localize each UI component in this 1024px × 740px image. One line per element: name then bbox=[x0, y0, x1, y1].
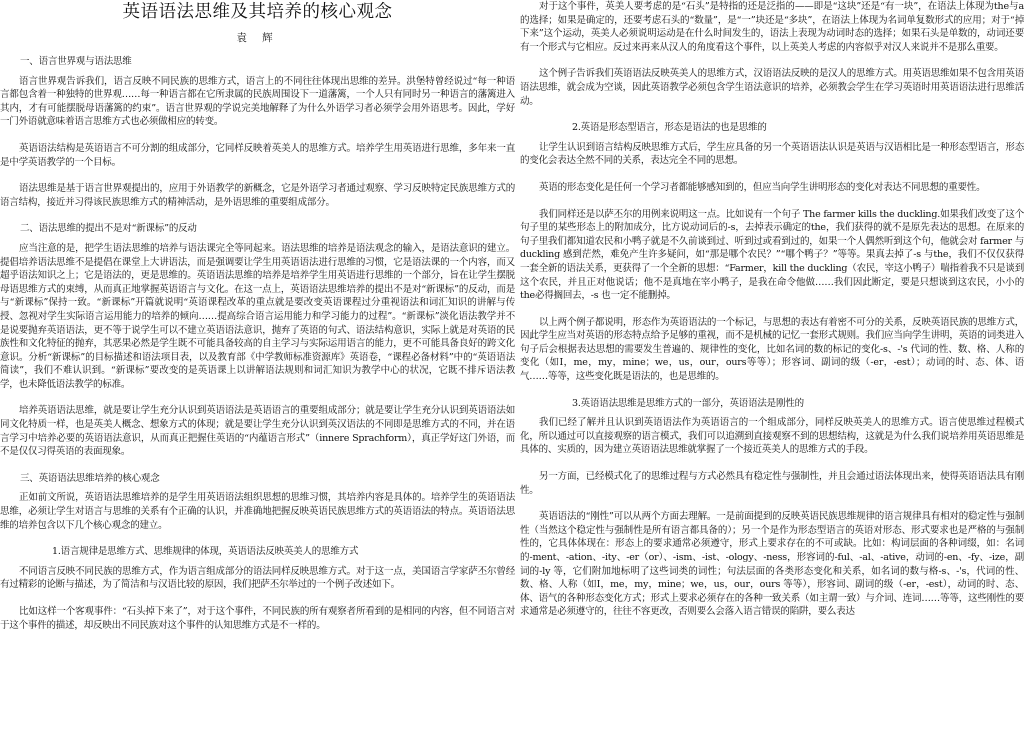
paragraph: 以上两个例子都说明，形态作为英语语法的一个标记，与思想的表达有着密不可分的关系，反映英语民族的思维方式，因此学生应当对英语的形态特点给予足够的重视，而不是机械的记忆一套形式规则。我们应当向学生讲明，英语的词类进入句子后会根据表达思想的需要发生普遍的、规律性的变化，比如名词的数的标记的变化-s、-'s 代词的性、数、格、人称的变化（如I，me，my，mine；we，us，our，ours等等）；形容词、副词的级（-er，-est）；动词的时、态、体、语气……等等，这些变化既是语法的，也是思维的。 bbox=[520, 316, 1024, 383]
paragraph: 对于这个事件，英美人要考虑的是“石头”是特指的还是泛指的——即是“这块”还是“有一块”，在语法上体现为the与a的选择；如果是确定的，还要考虑石头的“数量”，是“一”块还是“多块”，在语法上体现为名词单复数形式的应用；对于“掉下来”这个运动，英美人必须说明运动是在什么时间发生的，语法上表现为动词时态的选择；如果石头是单数的，动词还要有一个形式与它相应。反过来再来从汉人的角度看这个事件，以上英美人考虑的内容似乎对汉人来说并不是那么重要。 bbox=[520, 1, 1024, 53]
paragraph: 英语语法的“刚性”可以从两个方面去理解。一是前面提到的反映英语民族思维规律的语言规律具有相对的稳定性与强制性（当然这个稳定性与强制性是所有语言都具备的）；另一个是作为形态型语言的英语对形态、形式要求也是严格的与强制性的，它具体体现在：形态上的要求通常必须遵守，形式上要求存在的不可或缺。比如：构词层面的各种词缀，如：名词的-ment、-ation、-ity、-er（or）、-ism、-ist、-ology、-ness，形容词的-ful、-al、-ative，动词的-en、-fy、-ize，副词的-ly 等，它们附加地标明了这些词类的词性；句法层面的各类形态变化和关系，如名词的数与格-s、-'s，代词的性、数、格、人称（如I，me，my，mine；we，us，our，ours 等等），形容词、副词的级（-er，-est），动词的时、态、体、语气的各种形态变化方式；形式上要求必须存在的各种一致关系（如主谓一致）与介词、连词……等等，这些刚性的要求通常是必须遵守的，往往不容更改，否则要么会落入语言错误的陷阱，要么表达 bbox=[520, 511, 1024, 618]
paragraph: 比如这样一个客观事件：“石头掉下来了”，对于这个事件，不同民族的所有观察者所看到的是相同的内容，但不同语言对于这个事件的描述，却反映出不同民族对这个事件的认知思维方式是不一样的。 bbox=[0, 606, 515, 631]
paragraph: 不同语言反映不同民族的思维方式，作为语言组成部分的语法同样反映思维方式。对于这一点，美国语言学家萨丕尔曾经有过精彩的论断与描述，为了简洁和与汉语比较的原因，我们把萨丕尔举过的一个例子改述如下。 bbox=[0, 565, 515, 591]
article-author: 袁 辉 bbox=[236, 32, 279, 44]
paragraph: 语言世界观告诉我们，语言反映不同民族的思维方式，语言上的不同往往体现出思维的差异。洪堡特曾经说过“每一种语言都包含着一种独特的世界观……每一种语言都在它所隶属的民族周围设下一道藩篱，一个人只有同时另一种语言的藩篱进入其内，才有可能摆脱母语藩篱的约束”。语言世界观的学说完美地解释了为什么外语学习者必须学会用外语思考。因此，学好一门外语就意味着语言思维方式也必须做相应的转变。 bbox=[0, 75, 515, 128]
section-heading: 三、英语语法思维培养的核心观念 bbox=[20, 472, 160, 484]
article-right-column bbox=[520, 0, 1024, 740]
section-heading: 3.英语语法思维是思维方式的一部分，英语语法是刚性的 bbox=[572, 397, 804, 409]
paragraph: 正如前文所说，英语语法思维培养的是学生用英语语法组织思想的思维习惯，其培养内容是具体的。培养学生的英语语法思维，必须让学生对语言与思维的关系有个正确的认识，并准确地把握反映英语民族思维方式的英语语法的特点。英语语法思维的培养包含以下几个核心观念的建立。 bbox=[0, 492, 515, 531]
section-heading: 一、语言世界观与语法思维 bbox=[20, 56, 132, 67]
paragraph: 另一方面，已经模式化了的思维过程与方式必然具有稳定性与强制性，并且会通过语法体现出来，使得英语语法具有刚性。 bbox=[520, 471, 1024, 496]
paragraph: 英语的形态变化是任何一个学习者都能够感知到的，但应当向学生讲明形态的变化对表达不同思想的重要性。 bbox=[539, 181, 986, 193]
paragraph: 让学生认识到语言结构反映思维方式后，学生应具备的另一个英语语法认识是英语与汉语相比是一种形态型语言，形态的变化会表达全然不同的关系，表达完全不同的思想。 bbox=[520, 141, 1024, 167]
paragraph: 培养英语语法思维，就是要让学生充分认识到英语语法是英语语言的重要组成部分；就是要让学生充分认识到英语语法如同文化特质一样，也是英美人概念、想象方式的体现；就是要让学生充分认识到英汉语法的不同即是思维方式的不同，并在语言学习中培养必要的英语语法意识，从而真正把握住英语的“内蕴语言形式”（innere Sprachform），真正学好这门外语，而不是仅仅习得英语的表面现象。 bbox=[0, 405, 515, 458]
section-heading: 1.语言规律是思维方式、思维规律的体现，英语语法反映英美人的思维方式 bbox=[52, 546, 359, 558]
section-heading: 2.英语是形态型语言，形态是语法的也是思维的 bbox=[572, 122, 767, 134]
paragraph: 这个例子告诉我们英语语法反映英美人的思维方式，汉语语法反映的是汉人的思维方式。用英语思维如果不包含用英语语法思维，就会成为空谈，因此英语教学必须包含学生语法意识的培养，必须教会学生在学习英语时用英语语法进行思维活动。 bbox=[520, 68, 1024, 107]
paragraph: 我们同样还是以萨丕尔的用例来说明这一点。比如说有一个句子 The farmer kills the duckling.如果我们改变了这个句子里的某些形态上的附加成分，比方说动词后的-s，去掉表示确定的the，我们获得的就不是原先表达的思想。在原来的句子里我们都知道农民和小鸭子就是不久前谈到过、听到过或看到过的，如果一个人偶然听到这个句，他就会对 farmer 与 duckling 感到茫然，难免产生许多疑问，如“那是哪个农民？”“哪个鸭子？”等等。果真去掉了-s 与the，我们不仅仅获得一套全新的语法关系，更获得了一个全新的思想：“Farmer，kill the duckling（农民，宰这小鸭子）喘指着我不只是谈到这个农民，并且正对他说话；他不是真地在宰小鸭子，是我在命令他做……我们因此断定，要是只想谈到这农民，小小的the必得搁回去，-s 也一定不能删掉。 bbox=[520, 208, 1024, 302]
paragraph: 语法思维是基于语言世界观提出的，应用于外语教学的新概念，它是外语学习者通过观察、学习反映特定民族思维方式的语言结构，接近并习得该民族思维方式的精神活动，是外语思维的重要组成部分。 bbox=[0, 183, 515, 208]
paragraph: 英语语法结构是英语语言不可分割的组成部分，它同样反映着英美人的思维方式。培养学生用英语进行思维，多年来一直是中学英语教学的一个目标。 bbox=[0, 142, 515, 168]
paragraph: 我们已经了解并且认识到英语语法作为英语语言的一个组成部分，同样反映英美人的思维方式。语言使思维过程模式化，所以通过可以直接观察的语言模式，我们可以追溯到直接观察不到的思想结构，这就是为什么我们说培养用英语思维是具体的、实质的，因为建立英语语法思维就掌握了一个接近英美人的思维方式的手段。 bbox=[520, 417, 1024, 456]
section-heading: 二、语法思维的提出不是对“新课标”的反动 bbox=[20, 223, 197, 235]
paragraph: 应当注意的是，把学生语法思维的培养与语法课完全等同起来。语法思维的培养是语法观念的输入，是语法意识的建立。提倡培养语法思维不是提倡在课堂上大讲语法，而是强调要让学生用英语语法进行思维的习惯，它是语法课的一个内容，而又超乎语法知识之上；它是语法的，更是思维的。英语语法思维的培养是培养学生用英语进行思维的一个部分，旨在让学生摆脱母语思维方式的束缚，从而真正地掌握英语语言与文化。在这一点上，英语语法思维培养的提出不是对“新课标”的反动，而是与“新课标”保持一致。“新课标”开篇就说明“英语课程改革的重点就是要改变英语课程过分重视语法和词汇知识的讲解与传授、忽视对学生实际语言运用能力的培养的倾向……提高综合语言运用能力和学习能力的过程”。“新课标”淡化语法教学并不是说要抛弃英语语法，更不等于说学生可以不建立英语语法意识，抛弃了英语的句式、语法结构意识，实际上就是对英语的民族性和文化特征的抛弃，其恶果必然是学生既不可能具备较高的自主学习与实际运用语言的能力，更不可能具备良好的跨文化意识。分析“新课标”的目标描述和语法项目表，以及教育部《中学教师标准资源库》英语卷，“课程必备材料”中的“英语语法简读”，我们不难认识到。“新课标”要改变的是英语课上以讲解语法规则和词汇知识为教学中心的状况，它既不排斥语法教学，也未降低语法教学的标准。 bbox=[0, 242, 515, 390]
article-title: 英语语法思维及其培养的核心观念 bbox=[122, 2, 393, 22]
